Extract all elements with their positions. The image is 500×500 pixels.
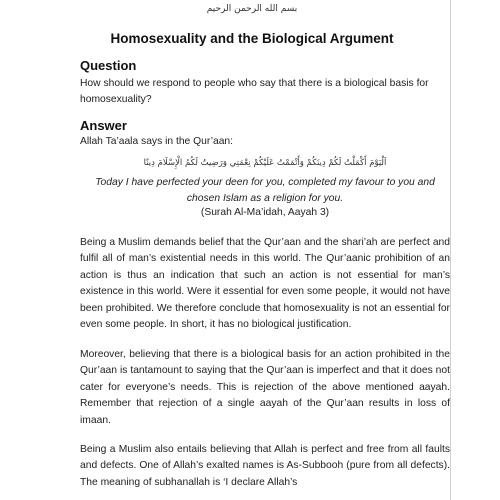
document-page [54, 0, 450, 500]
question-text: How should we respond to people who say that there is a biological basis for homosexuality? [80, 78, 429, 106]
basmala-text: بسم الله الرحمن الرحيم [206, 4, 298, 14]
answer-intro: Allah Ta’aala says in the Qur’aan: [80, 136, 234, 147]
verse-translation: Today I have perfected your deen for you, completed my favour to you and chosen Islam as a religion for you. [95, 177, 435, 205]
paragraph-3: Being a Muslim also entails believing that Allah is perfect and free from all faults and defects. One of Allah’s exalted names is As-Subbooh (pure from all defects). The meaning of subhanallah is ‘I declare Allah’s [80, 444, 450, 488]
verse-reference: (Surah Al-Ma’idah, Aayah 3) [200, 207, 330, 218]
paragraph-1: Being a Muslim demands belief that the Qur’aan and the shari’ah are perfect and fulfil all of man’s existential needs in this world. The Qur’aanic prohibition of an action is thus an indication that such an action is not essential for man’s existence in this world. Were it essential for even some people, it would not have been prohibited. We therefore conclude that homosexuality is not an essential for even some people. In short, it has no biological justification. [80, 237, 450, 331]
document-title: Homosexuality and the Biological Argument [110, 31, 394, 46]
verse-arabic: اَلْيَوْمَ أَكْمَلْتُ لَكُمْ دِينَكُمْ وَأَتْمَمْتُ عَلَيْكُمْ نِعْمَتِي وَرَضِيتُ لَكُمُ الْإِسْلَامَ دِينًا [143, 158, 387, 168]
answer-heading: Answer [80, 118, 127, 133]
page-right-edge [450, 0, 451, 500]
paragraph-2: Moreover, believing that there is a biological basis for an action prohibited in the Qur’aan is tantamount to saying that the Qur’aan is imperfect and that it does not cater for everyone’s needs. This is rejection of the above mentioned aayah. Remember that rejection of a single aayah of the Qur’aan results in loss of imaan. [80, 349, 450, 426]
question-heading: Question [80, 58, 137, 73]
